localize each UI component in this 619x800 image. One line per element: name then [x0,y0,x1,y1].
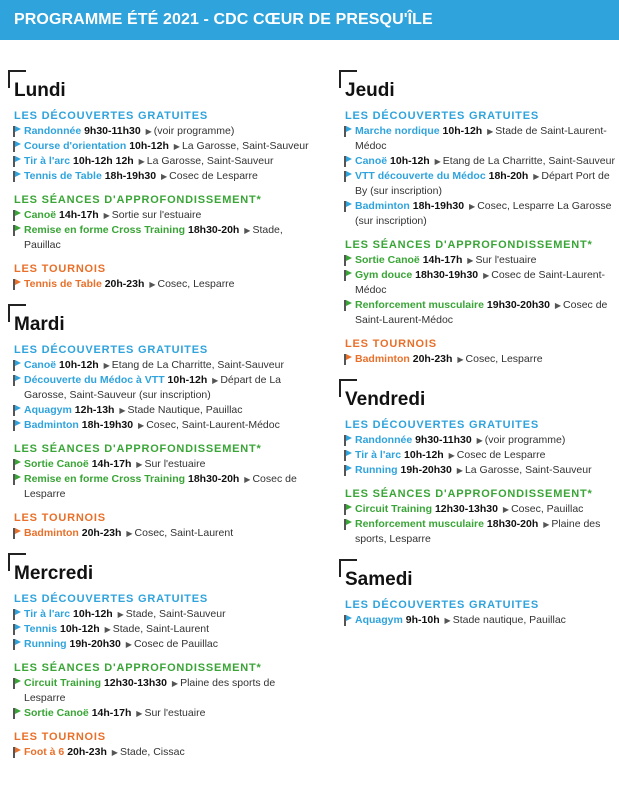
activity-item [8,622,318,637]
activity-item [8,418,318,433]
activity-place: Stade Nautique, Pauillac [127,404,243,416]
section-heading-tournois: LES TOURNOIS [345,338,437,350]
activity-name: Renforcement musculaire [355,299,484,311]
activity-name: VTT découverte du Médoc [355,170,486,182]
day-title: Vendredi [345,389,426,410]
flag-icon [13,156,15,167]
day-title: Mardi [14,314,65,335]
play-arrow-icon: ▶ [469,202,476,211]
activity-place: Stade nautique, Pauillac [452,614,566,626]
section-heading-seances: LES SÉANCES D'APPROFONDISSEMENT* [14,443,262,455]
flag-icon [344,354,346,365]
activity-name: Gym douce [355,269,413,281]
day-mardi [8,304,318,541]
activity-item [339,613,617,628]
activity-item [8,124,318,139]
play-arrow-icon: ▶ [161,172,168,181]
activity-item [339,124,617,154]
activity-place: Cosec, Saint-Laurent [134,527,234,539]
flag-icon [13,126,15,137]
activity-place: Stade, Saint-Sauveur [125,608,226,620]
day-lundi [8,70,318,292]
activity-item [8,607,318,622]
flag-icon [13,747,15,758]
activity-time: 19h30-20h30 [486,299,550,311]
flag-icon [13,678,15,689]
activity-name: Canoë [24,209,57,221]
day-header [339,379,617,409]
activity-place: Stade, Cissac [119,746,185,758]
activity-name: Sortie Canoë [355,254,420,266]
section-heading-decouvertes: LES DÉCOUVERTES GRATUITES [14,593,208,605]
activity-item [8,637,318,652]
day-title: Jeudi [345,80,395,101]
play-arrow-icon: ▶ [126,529,133,538]
flag-icon [13,459,15,470]
activity-name: Running [355,464,398,476]
activity-name: Remise en forme Cross Training [24,473,186,485]
flag-icon [13,609,15,620]
play-arrow-icon: ▶ [136,709,143,718]
activity-name: Renforcement musculaire [355,518,484,530]
activity-place: La Garosse, Saint-Sauveur [464,464,592,476]
activity-item [339,169,617,199]
activity-time: 18h-19h30 [104,170,157,182]
activity-item [8,208,318,223]
activity-name: Randonnée [24,125,82,137]
activity-name: Tir à l'arc [24,155,71,167]
activity-time: 10h-12h [404,449,444,461]
flag-icon [344,270,346,281]
section-heading-decouvertes: LES DÉCOUVERTES GRATUITES [14,110,208,122]
activity-name: Badminton [24,419,79,431]
flag-icon [344,450,346,461]
activity-time: 12h30-13h30 [103,677,167,689]
play-arrow-icon: ▶ [434,157,441,166]
activity-name: Circuit Training [355,503,433,515]
activity-time: 20h-23h [104,278,145,290]
section-heading-decouvertes: LES DÉCOUVERTES GRATUITES [345,599,539,611]
flag-icon [344,504,346,515]
play-arrow-icon: ▶ [483,271,490,280]
activity-time: 10h-12h 12h [73,155,134,167]
play-arrow-icon: ▶ [119,406,126,415]
activity-item [8,169,318,184]
activity-name: Badminton [24,527,79,539]
play-arrow-icon: ▶ [103,211,110,220]
day-samedi [339,559,617,628]
activity-item [8,706,318,721]
flag-icon [13,624,15,635]
section-heading-decouvertes: LES DÉCOUVERTES GRATUITES [345,110,539,122]
day-header [8,553,318,583]
play-arrow-icon: ▶ [173,142,180,151]
activity-name: Canoë [24,359,57,371]
activity-name: Sortie Canoë [24,458,89,470]
flag-icon [344,156,346,167]
activity-item [339,253,617,268]
activity-item [339,448,617,463]
activity-time: 12h-13h [74,404,115,416]
activity-place: Cosec, Lesparre [465,353,543,365]
activity-time: 10h-12h [129,140,169,152]
activity-time: 19h-20h30 [400,464,452,476]
activity-item [8,139,318,154]
activity-time: 18h-19h30 [81,419,134,431]
flag-icon [13,210,15,221]
activity-item [339,154,617,169]
activity-place: Stade, Pauillac [24,224,283,251]
flag-icon [344,300,346,311]
activity-name: Sortie Canoë [24,707,89,719]
activity-time: 18h-20h [488,170,529,182]
activity-time: 20h-23h [81,527,122,539]
section-heading-decouvertes: LES DÉCOUVERTES GRATUITES [14,344,208,356]
play-arrow-icon: ▶ [543,520,550,529]
activity-place: Cosec de Pauillac [133,638,218,650]
flag-icon [344,126,346,137]
play-arrow-icon: ▶ [145,127,152,136]
activity-place: Cosec, Pauillac [511,503,584,515]
play-arrow-icon: ▶ [117,610,124,619]
activity-item [8,457,318,472]
activity-item [339,502,617,517]
activity-place: Cosec de Lesparre [169,170,258,182]
activity-place: Etang de La Charritte, Saint-Sauveur [111,359,284,371]
activity-item [339,463,617,478]
activity-time: 10h-12h [59,359,99,371]
play-arrow-icon: ▶ [476,436,483,445]
activity-name: Running [24,638,67,650]
activity-name: Badminton [355,200,410,212]
activity-place: Stade, Saint-Laurent [112,623,210,635]
section-heading-tournois: LES TOURNOIS [14,731,106,743]
flag-icon [13,420,15,431]
flag-icon [344,171,346,182]
activity-place: La Garosse, Saint-Sauveur [146,155,274,167]
day-header [339,559,617,589]
play-arrow-icon: ▶ [444,616,451,625]
play-arrow-icon: ▶ [467,256,474,265]
activity-item [8,277,318,292]
activity-place: Cosec, Lesparre [157,278,235,290]
activity-place: Sortie sur l'estuaire [111,209,202,221]
flag-icon [13,708,15,719]
activity-name: Remise en forme Cross Training [24,224,186,236]
play-arrow-icon: ▶ [487,127,494,136]
play-arrow-icon: ▶ [456,466,463,475]
activity-place: La Garosse, Saint-Sauveur [181,140,309,152]
day-jeudi [339,70,617,367]
activity-time: 18h30-20h [187,473,240,485]
flag-icon [13,225,15,236]
activity-name: Tir à l'arc [355,449,402,461]
day-vendredi [339,379,617,547]
activity-name: Aquagym [24,404,72,416]
activity-place: Cosec de Lesparre [24,473,297,500]
activity-place: Cosec de Saint-Laurent-Médoc [355,299,608,326]
activity-time: 20h-23h [67,746,107,758]
activity-time: 14h-17h [59,209,99,221]
activity-time: 10h-12h [59,623,100,635]
activity-place: Cosec de Lesparre [456,449,546,461]
play-arrow-icon: ▶ [448,451,455,460]
activity-place: Etang de La Charritte, Saint-Sauveur [442,155,615,167]
activity-item [8,154,318,169]
activity-item [8,223,318,253]
activity-time: 9h30-11h30 [415,434,472,446]
play-arrow-icon: ▶ [149,280,156,289]
activity-item [8,472,318,502]
flag-icon [344,615,346,626]
activity-time: 18h30-20h [187,224,240,236]
activity-place: Stade de Saint-Laurent-Médoc [355,125,607,152]
activity-place: Cosec, Lesparre La Garosse (sur inscription) [355,200,612,227]
section-heading-seances: LES SÉANCES D'APPROFONDISSEMENT* [345,488,593,500]
activity-place: Plaine des sports, Lesparre [355,518,601,545]
activity-place: Départ de La Garosse, Saint-Sauveur (sur inscription) [24,374,282,401]
flag-icon [344,435,346,446]
play-arrow-icon: ▶ [457,355,464,364]
play-arrow-icon: ▶ [171,679,179,688]
activity-time: 10h-12h [167,374,208,386]
play-arrow-icon: ▶ [138,421,145,430]
play-arrow-icon: ▶ [136,460,143,469]
activity-time: 19h-20h30 [69,638,121,650]
activity-time: 18h-19h30 [412,200,465,212]
flag-icon [13,405,15,416]
activity-place: (voir programme) [153,125,235,137]
activity-item [8,403,318,418]
play-arrow-icon: ▶ [244,226,251,235]
flag-icon [13,375,15,386]
activity-place: Cosec, Saint-Laurent-Médoc [146,419,280,431]
activity-time: 18h30-19h30 [415,269,479,281]
activity-place: Sur l'estuaire [144,458,206,470]
play-arrow-icon: ▶ [212,376,219,385]
section-heading-seances: LES SÉANCES D'APPROFONDISSEMENT* [14,662,262,674]
day-title: Samedi [345,569,413,590]
flag-icon [13,171,15,182]
day-title: Mercredi [14,563,94,584]
flag-icon [344,201,346,212]
play-arrow-icon: ▶ [125,640,132,649]
play-arrow-icon: ▶ [104,625,111,634]
activity-time: 9h-10h [405,614,440,626]
activity-name: Tir à l'arc [24,608,71,620]
activity-time: 18h30-20h [486,518,539,530]
flag-icon [13,141,15,152]
activity-name: Aquagym [355,614,403,626]
activity-name: Foot à 6 [24,746,65,758]
section-heading-tournois: LES TOURNOIS [14,263,106,275]
flag-icon [344,255,346,266]
activity-name: Course d'orientation [24,140,127,152]
activity-name: Tennis de Table [24,170,102,182]
section-heading-seances: LES SÉANCES D'APPROFONDISSEMENT* [345,239,593,251]
activity-time: 10h-12h [73,608,113,620]
activity-item [339,352,617,367]
activity-time: 14h-17h [91,458,132,470]
activity-time: 14h-17h [91,707,132,719]
activity-name: Tennis [24,623,58,635]
flag-icon [13,279,15,290]
flag-icon [344,519,346,530]
activity-item [8,745,318,760]
play-arrow-icon: ▶ [554,301,562,310]
activity-name: Circuit Training [24,677,102,689]
activity-name: Badminton [355,353,410,365]
day-title: Lundi [14,80,66,101]
left-column [8,70,318,772]
play-arrow-icon: ▶ [138,157,145,166]
activity-place: Sur l'estuaire [475,254,537,266]
flag-icon [13,639,15,650]
activity-time: 12h30-13h30 [434,503,498,515]
play-arrow-icon: ▶ [244,475,251,484]
activity-name: Canoë [355,155,388,167]
flag-icon [344,465,346,476]
activity-item [339,517,617,547]
play-arrow-icon: ▶ [111,748,118,757]
activity-item [8,373,318,403]
activity-place: (voir programme) [484,434,566,446]
activity-time: 10h-12h [390,155,430,167]
activity-time: 10h-12h [442,125,483,137]
page-banner: PROGRAMME ÉTÉ 2021 - CDC CŒUR DE PRESQU'ÎLE [0,0,619,40]
play-arrow-icon: ▶ [533,172,540,181]
play-arrow-icon: ▶ [103,361,110,370]
section-heading-seances: LES SÉANCES D'APPROFONDISSEMENT* [14,194,262,206]
section-heading-tournois: LES TOURNOIS [14,512,106,524]
activity-place: Sur l'estuaire [144,707,206,719]
activity-name: Marche nordique [355,125,440,137]
right-column [339,70,617,640]
section-heading-decouvertes: LES DÉCOUVERTES GRATUITES [345,419,539,431]
activity-item [339,433,617,448]
activity-name: Tennis de Table [24,278,102,290]
activity-item [339,268,617,298]
day-header [339,70,617,100]
activity-name: Randonnée [355,434,413,446]
activity-item [8,676,318,706]
play-arrow-icon: ▶ [502,505,510,514]
day-header [8,304,318,334]
activity-item [8,526,318,541]
activity-item [8,358,318,373]
flag-icon [13,474,15,485]
activity-time: 14h-17h [422,254,463,266]
day-header [8,70,318,100]
activity-item [339,199,617,229]
activity-place: Départ Port de By (sur inscription) [355,170,610,197]
activity-place: Cosec de Saint-Laurent-Médoc [355,269,606,296]
flag-icon [13,528,15,539]
activity-time: 20h-23h [412,353,453,365]
activity-name: Découverte du Médoc à VTT [24,374,165,386]
activity-place: Plaine des sports de Lesparre [24,677,276,704]
activity-item [339,298,617,328]
activity-time: 9h30-11h30 [84,125,141,137]
day-mercredi [8,553,318,760]
flag-icon [13,360,15,371]
